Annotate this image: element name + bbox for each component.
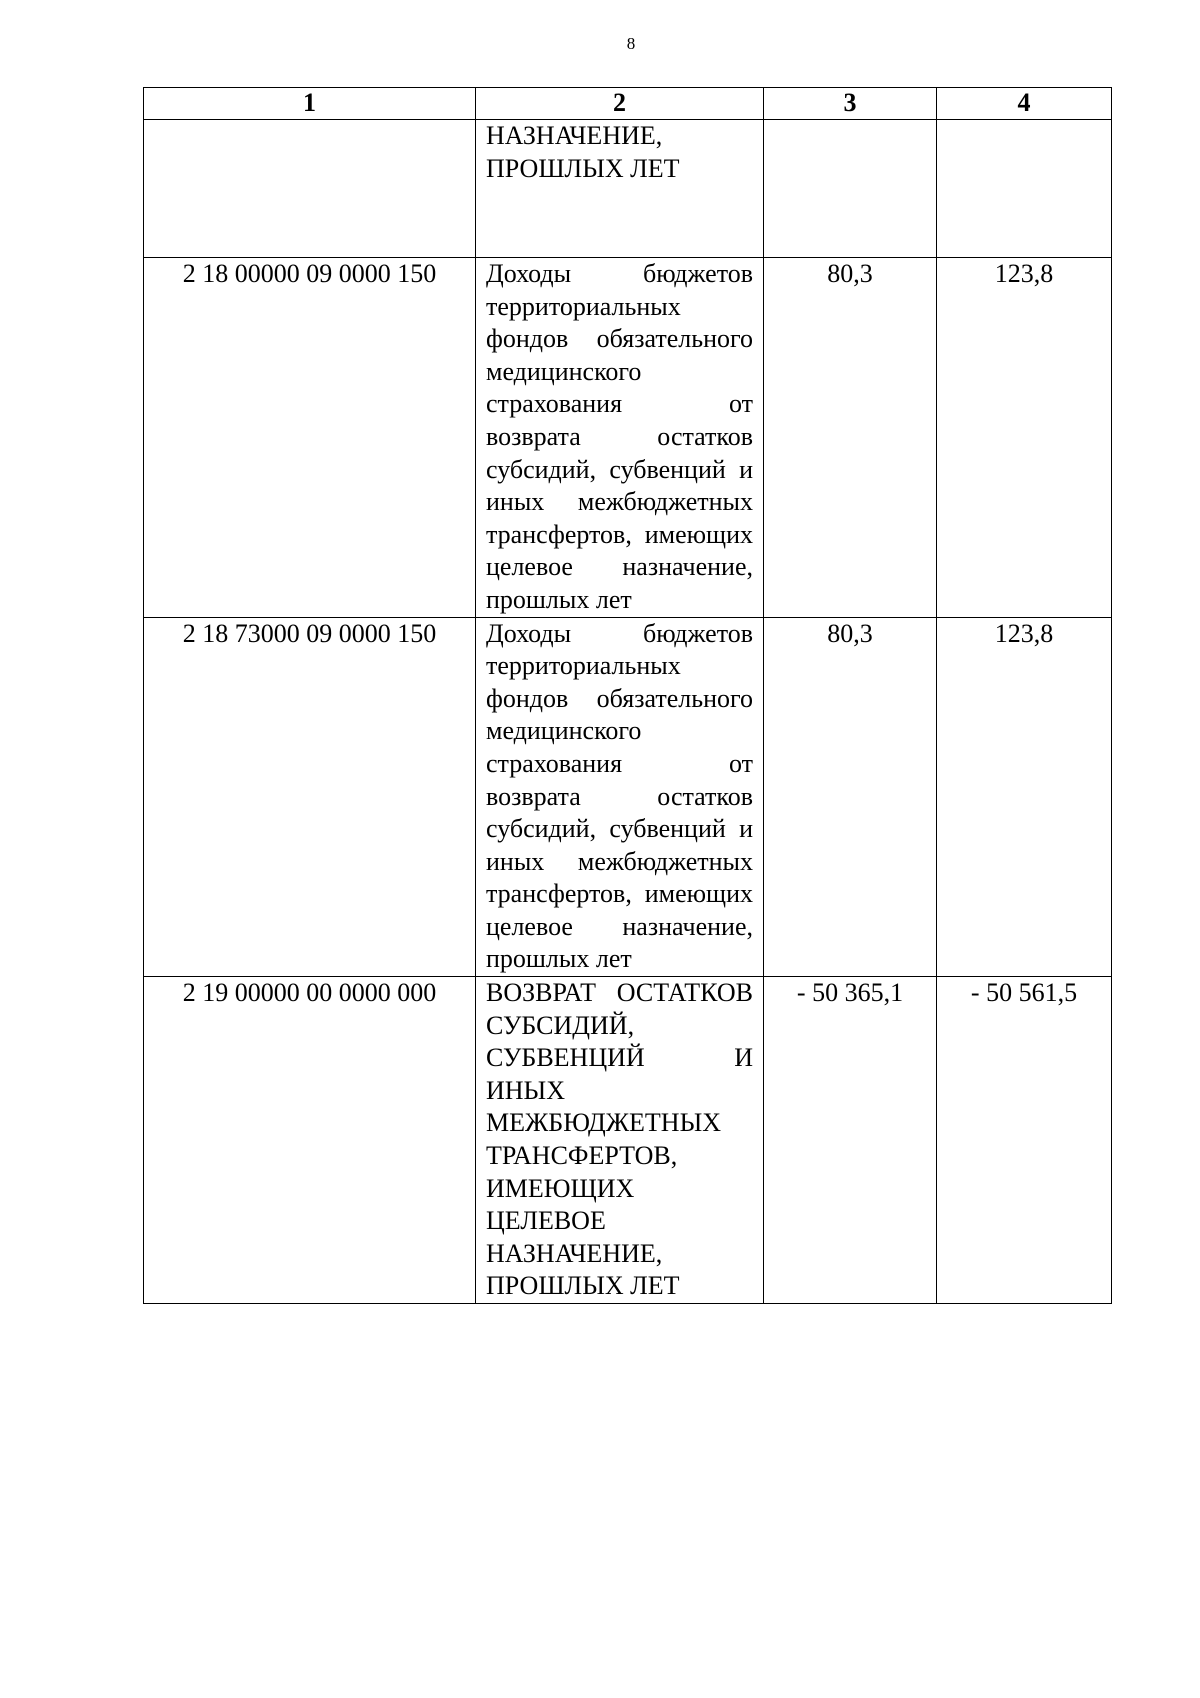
row-value-1: 80,3 — [764, 617, 937, 977]
column-header-3: 3 — [764, 88, 937, 120]
row-value-1 — [764, 120, 937, 258]
column-header-1: 1 — [144, 88, 476, 120]
row-description: Доходы бюджетов территориальных фондов обязательного медицинского страхования от возврата остатков субсидий, субвенций и иных межбюджетных трансфертов, имеющих целевое назначение, прошлых лет — [476, 258, 764, 618]
row-value-2: 123,8 — [937, 258, 1112, 618]
row-value-2: - 50 561,5 — [937, 977, 1112, 1304]
page-number: 8 — [626, 34, 636, 53]
row-value-2 — [937, 120, 1112, 258]
table-row — [144, 258, 1112, 618]
table-header-row — [144, 88, 1112, 120]
row-description: ВОЗВРАТ ОСТАТКОВ СУБСИДИЙ, СУБВЕНЦИЙ И ИНЫХ МЕЖБЮДЖЕТНЫХ ТРАНСФЕРТОВ, ИМЕЮЩИХ ЦЕЛЕВОЕ НАЗНАЧЕНИЕ, ПРОШЛЫХ ЛЕТ — [476, 977, 764, 1304]
row-description: Доходы бюджетов территориальных фондов обязательного медицинского страхования от возврата остатков субсидий, субвенций и иных межбюджетных трансфертов, имеющих целевое назначение, прошлых лет — [476, 617, 764, 977]
row-code — [144, 120, 476, 258]
row-value-1: - 50 365,1 — [764, 977, 937, 1304]
row-code: 2 19 00000 00 0000 000 — [144, 977, 476, 1304]
column-header-2: 2 — [476, 88, 764, 120]
budget-table — [143, 87, 1112, 1304]
column-header-4: 4 — [937, 88, 1112, 120]
row-code: 2 18 73000 09 0000 150 — [144, 617, 476, 977]
row-value-1: 80,3 — [764, 258, 937, 618]
row-code: 2 18 00000 09 0000 150 — [144, 258, 476, 618]
row-description: НАЗНАЧЕНИЕ, ПРОШЛЫХ ЛЕТ — [476, 120, 764, 258]
table-row — [144, 617, 1112, 977]
table-row — [144, 977, 1112, 1304]
row-value-2: 123,8 — [937, 617, 1112, 977]
table-row — [144, 120, 1112, 258]
